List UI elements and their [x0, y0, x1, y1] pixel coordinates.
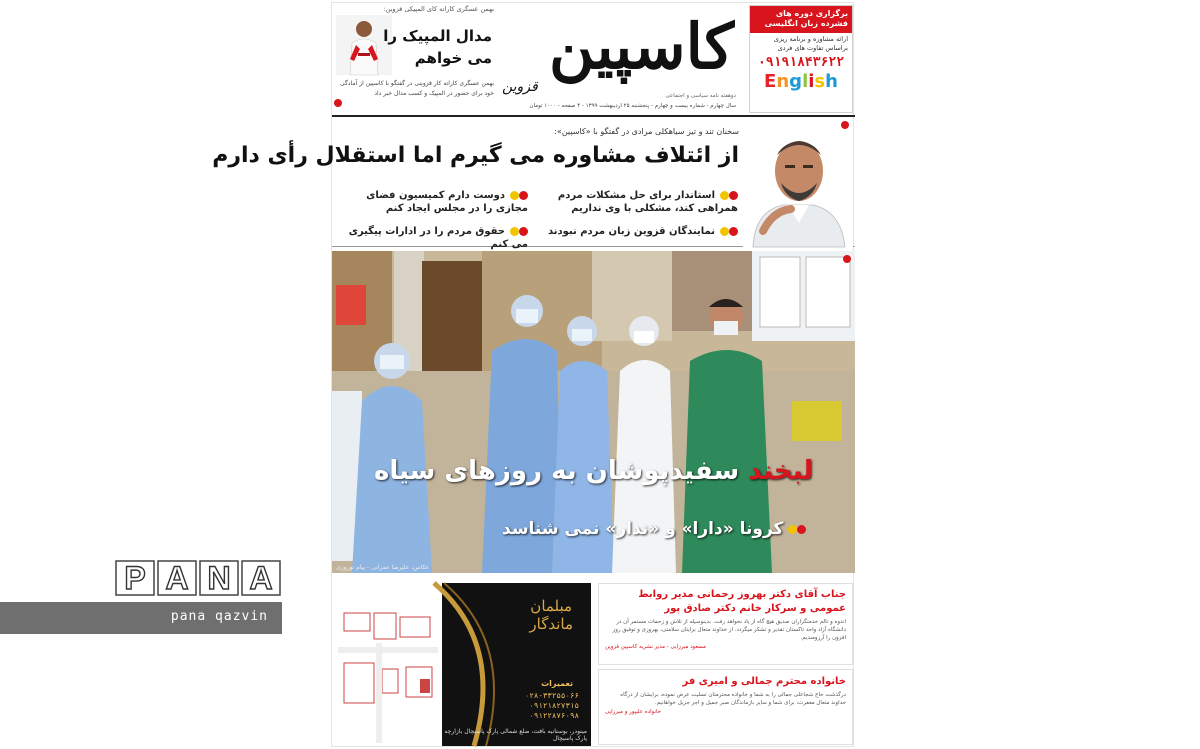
furniture-ad-phone: ۰۲۸-۳۳۲۵۵۰۶۶: [524, 691, 579, 700]
english-course-ad: [749, 5, 853, 113]
notice-signature: مسعود میرزایی - مدیر نشریه کاسپین قزوین: [605, 644, 707, 650]
bullet-text: استاندار برای حل مشکلات مردم همراهی کند، مشکلی با وی نداریم: [557, 190, 738, 214]
issue-meta: سال چهارم - شماره بیست و چهارم - پنجشنبه ۲۵ اردیبهشت ۱۳۹۹ - ۴ صفحه - ۱۰۰۰ تومان: [529, 103, 736, 109]
furniture-ad-phone: ۰۹۱۲۲۸۷۶۰۹۸: [529, 711, 579, 720]
furniture-ad-phone: ۰۹۱۲۱۸۲۷۳۱۵: [529, 701, 579, 710]
bullet-item: [338, 225, 528, 251]
english-ad-lines: [750, 33, 852, 55]
main-photo[interactable]: [332, 251, 855, 573]
olympic-teaser[interactable]: [334, 5, 494, 113]
headline-white-text: سفیدپوشان به روزهای سیاه: [373, 456, 740, 486]
olympic-kicker: بهمن عسگری کاراته کای المپیکی قزوین:: [383, 5, 494, 13]
english-letter: i: [808, 71, 815, 92]
bullet-dots-icon: [787, 519, 806, 539]
interview-bullets: [338, 189, 738, 250]
bullet-item: [538, 189, 738, 215]
bullet-item: [538, 225, 738, 238]
subheadline-text: کرونا «دارا» و «ندار» نمی شناسد: [502, 519, 784, 539]
location-map: [334, 583, 442, 746]
bullet-item: [338, 189, 528, 215]
pana-bar: [0, 602, 282, 634]
english-letter: n: [776, 71, 790, 92]
furniture-ad[interactable]: [334, 583, 591, 746]
interview-headline: از ائتلاف مشاوره می گیرم اما استقلال رأی دارم: [212, 143, 739, 168]
olympic-description: بهمن عسگری کاراته کار قزوینی در گفتگو با کاسپین از آمادگی خود برای حضور در المپیک و کسب مدال خبر داد: [340, 80, 494, 97]
pana-logo-mark: [115, 560, 285, 596]
english-letter: g: [789, 71, 803, 92]
red-marker-icon: [334, 99, 342, 107]
red-marker-icon: [843, 255, 851, 263]
interviewee-portrait: [743, 131, 853, 247]
bullet-text: حقوق مردم را در ادارات پیگیری می کنم: [348, 226, 528, 250]
main-photo-headline: [332, 456, 855, 486]
english-ad-heading: برگزاری دوره های فشرده زبان انگلیسی: [750, 6, 852, 33]
interview-kicker: سخنان تند و تیز سیاهکلی مرادی در گفتگو با «کاسپین»:: [554, 127, 739, 136]
bullet-dots-icon: [509, 225, 528, 238]
logo-text: کاسپین: [549, 10, 734, 83]
bullet-text: دوست دارم کمیسیون فضای مجازی را در مجلس ایجاد کنم: [366, 190, 528, 214]
english-word: [750, 71, 852, 92]
english-ad-phone: ۰۹۱۹۱۸۴۳۶۲۲: [757, 55, 845, 70]
pana-subtitle: pana qazvin: [170, 609, 268, 624]
notice-body: درگذشت حاج شجاعلی جمالی را به شما و خانواده محترمتان تسلیت عرض نموده، برایشان از درگاه خداوند متعال مغفرت، برای شما و سایر بازماندگان صبر جمیل و اجر جزیل خواهانیم.: [620, 692, 846, 706]
furniture-ad-address: مینودر، بوستانیه بافت، ضلع شمالی پارک پاسیچال بازارچه پارک پاسیچال: [444, 728, 587, 742]
appreciation-notice[interactable]: [598, 583, 853, 665]
pana-letter: N: [207, 560, 231, 596]
headline-red-word: لبخند: [748, 456, 813, 486]
red-marker-icon: [841, 121, 849, 129]
pana-letter: P: [124, 560, 146, 596]
condolence-notice[interactable]: [598, 669, 853, 745]
interview-section[interactable]: [212, 119, 855, 250]
bullet-dots-icon: [719, 225, 738, 238]
logo-subtitle: دوهفته نامه سیاسی و اجتماعی: [665, 93, 736, 99]
bullet-dots-icon: [509, 189, 528, 202]
pana-letter: A: [165, 560, 189, 596]
masthead: [332, 3, 855, 117]
english-ad-line: ارائه مشاوره و برنامه ریزی: [773, 35, 848, 43]
notice-signature: خانواده علیپور و میرزایی: [605, 709, 662, 715]
bullet-dots-icon: [719, 189, 738, 202]
photo-credit: عکاس: علیرضا عمرانی - پیام نوروزی: [336, 564, 430, 571]
bullet-text: نمایندگان قزوین زبان مردم نبودند: [547, 226, 715, 237]
olympic-headline-line: می خواهم: [414, 49, 492, 67]
pana-letter: A: [249, 560, 273, 596]
english-letter: l: [802, 71, 809, 92]
notice-title: جناب آقای دکتر بهروز رحمانی مدیر روابط عمومی و سرکار خانم دکتر صادق پور: [638, 589, 846, 614]
olympic-headline-line: مدال المپیک را: [383, 27, 492, 45]
olympic-headline: [383, 25, 492, 69]
notice-body: اندوه و تالم خدمتگزاران صدیق هیچ گاه از یاد نخواهد رفت. بدینوسیله از تلاش و زحمات مستمر آن در دانشگاه آزاد واحد تاکستان تقدیر و تشکر میگردد. از خداوند متعال برایتان سلامتی، بهروزی و توفیق روز افزون را آرزومندیم.: [612, 619, 846, 641]
english-ad-line: براساس تفاوت های فردی: [777, 44, 848, 52]
logo-city: قزوین: [502, 79, 538, 95]
pana-logo: [115, 560, 285, 596]
main-photo-subheadline: [502, 519, 806, 539]
furniture-name-line: ماندگار: [529, 615, 573, 633]
furniture-ad-repairs: تعمیرات: [541, 679, 573, 688]
notice-title: خانواده محترم جمالی و امیری فر: [682, 676, 846, 687]
english-letter: E: [764, 71, 777, 92]
furniture-name-line: مبلمان: [530, 597, 573, 615]
english-letter: s: [814, 71, 826, 92]
english-letter: h: [825, 71, 838, 92]
furniture-ad-name: [529, 597, 573, 633]
caspian-logo: [500, 7, 738, 113]
